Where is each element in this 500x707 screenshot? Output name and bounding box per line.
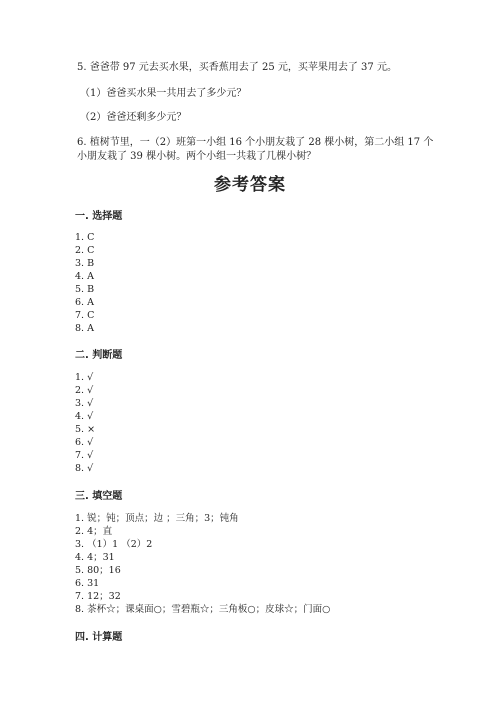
answer-item: 5. 80；16	[75, 565, 121, 576]
question-6-line-2: 小朋友栽了 39 棵小树。两个小组一共栽了几棵小树？	[77, 151, 317, 162]
section-heading-choice: 一. 选择题	[75, 211, 123, 222]
answer-item: 3. B	[75, 258, 95, 269]
answer-item: 6. √	[75, 437, 94, 448]
question-5: 5. 爸爸带 97 元去买水果，买香蕉用去了 25 元，买苹果用去了 37 元。	[77, 62, 397, 73]
answer-item: 3. √	[75, 398, 94, 409]
answer-item: 7. 12；32	[75, 591, 121, 602]
question-5-part-2: （2）爸爸还剩多少元？	[80, 112, 187, 123]
section-heading-judge: 二. 判断题	[75, 350, 123, 361]
answer-item: 5. B	[75, 284, 95, 295]
answer-item: 6. 31	[75, 578, 100, 589]
section-heading-fill: 三. 填空题	[75, 491, 123, 502]
answer-item: 8. A	[75, 323, 94, 334]
answer-item: 4. A	[75, 271, 94, 282]
answer-item: 1. C	[75, 232, 95, 243]
answer-item: 2. √	[75, 385, 94, 396]
answer-item: 6. A	[75, 297, 94, 308]
answer-item: 7. C	[75, 310, 95, 321]
answer-item: 1. √	[75, 372, 94, 383]
answer-item: 3. （1）1 （2）2	[75, 539, 153, 550]
answer-item: 8. 茶杯☆；课桌面○；雪碧瓶☆；三角板○；皮球☆；门面○	[75, 604, 331, 615]
answer-title: 参考答案	[214, 175, 286, 195]
answer-item: 2. 4；直	[75, 526, 113, 537]
answer-item: 5. ×	[75, 424, 96, 435]
question-5-part-1: （1）爸爸买水果一共用去了多少元？	[80, 88, 247, 99]
answer-item: 2. C	[75, 245, 95, 256]
answer-item: 4. 4；31	[75, 552, 115, 563]
answer-item: 1. 锐；钝；顶点；边 ；三角；3；钝角	[75, 513, 239, 524]
answer-item: 7. √	[75, 450, 94, 461]
answer-item: 8. √	[75, 463, 94, 474]
question-6-line-1: 6. 植树节里，一（2）班第一小组 16 个小朋友栽了 28 棵小树，第二小组 17 个	[77, 137, 434, 148]
answer-item: 4. √	[75, 411, 94, 422]
section-heading-calc: 四. 计算题	[75, 632, 123, 643]
